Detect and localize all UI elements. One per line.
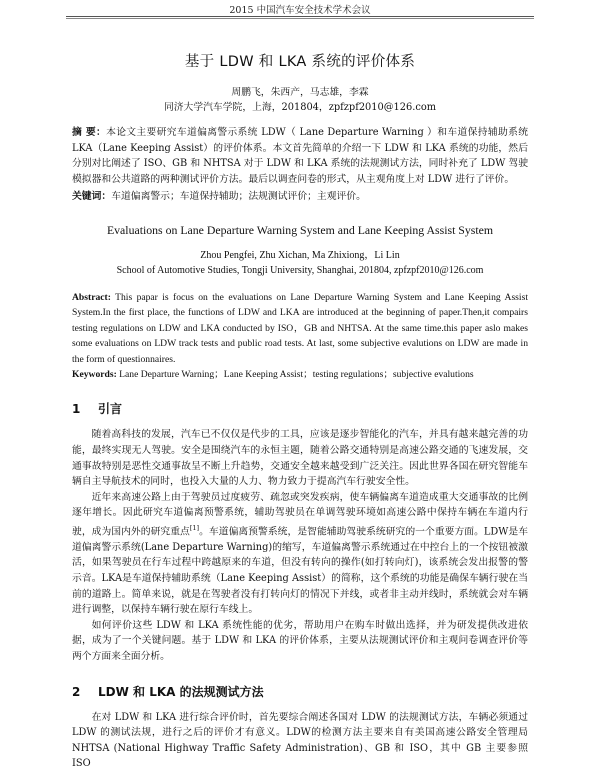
section-heading [72,400,528,417]
paragraph-text: 近年来高速公路上由于驾驶员过度疲劳、疏忽或突发疾病，使车辆偏离车道造成重大交通事故的比例逐年增长。因此研究车道偏离预警系统，辅助驾驶员在单调驾驶环境如高速公路中保持车辆在车道内行驶，成为国内外的研究重点 [72,491,528,538]
keywords-cn-label: 关键词： [72,191,112,203]
keywords-en-label: Keywords: [72,369,117,380]
abstract-en [72,290,528,367]
keywords-cn [72,189,528,205]
section-heading [72,683,528,700]
abstract-cn-text: 本论文主要研究车道偏离警示系统 LDW（ Lane Departure Warning ）和车道保持辅助系统 LKA（Lane Keeping Assist）的评价体系。本文首先简单的介绍一下 LDW 和 LKA 系统的功能，然后分别对比阐述了 ISO、GB 和 NHTSA 对于 LDW 和 LKA 系统的法规测试方法，同时补充了 LDW 驾驶模拟器和公共道路的两种测试评价方法。最后以调查问卷的形式，从主观角度上对 LDW 进行了评价。 [72,127,528,185]
affiliation-en: School of Automotive Studies, Tongji University, Shanghai, 201804, zpfzpf2010@126.com [116,264,484,276]
running-header: 2015 中国汽车安全技术学术会议 [229,5,371,16]
abstract-en-label: Abstract: [72,291,111,303]
paragraph [72,490,528,618]
abstract-en-text: This papar is focus on the evaluations on Lane Departure Warning System and Lane Keeping Assist System.In the first place, the functions of LDW and LKA are introduced at the beginning of paper.Then,it compairs testing regulations on LDW and LKA conducted by ISO，GB and NHTSA. At the same time.this paper aslo makes some evaluations on LDW track tests and public road tests. At last, some subjective evalutions on LDW are made in the form of questionnaires. [72,291,528,365]
section-title: LDW 和 LKA 的法规测试方法 [98,684,264,699]
paragraph: 在对 LDW 和 LKA 进行综合评价时，首先要综合阐述各国对 LDW 的法规测试方法，车辆必须通过 LDW 的测试法规，进行之后的评价才有意义。LDW的检测方法主要来自有美国高速公路安全管理局 NHTSA (National Highway Traffic Safety Administration)、GB 和 ISO，其中 GB 主要参照 ISO [72,711,528,770]
affiliation-cn: 同济大学汽车学院，上海，201804，zpfzpf2010@126.com [163,102,437,113]
authors-en: Zhou Pengfei, Zhu Xichan, Ma Zhixiong，Li Lin [200,249,400,261]
keywords-cn-text: 车道偏离警示；车道保持辅助；法规测试评价；主观评价。 [111,191,366,203]
paragraph-text-cont: 。车道偏离预警系统，是智能辅助驾驶系统研究的一个重要方面。LDW是车道偏离警示系统(Lane Departure Warning)的缩写，车道偏离警示系统通过在中控台上的一个按钮被激活，如果驾驶员在行车过程中跨越原来的车道，但没有转向的操作(如打转向灯)，该系统会发出报警的警示音。LKA是车道保持辅助系统（Lane Keeping Assist）的简称，这个系统的功能是确保车辆行驶在当前的道路上。简单来说，就是在驾驶者没有打转向灯的情况下并线，或者非主动并线时，系统就会对车辆进行调整，以保持车辆行驶在原行车线上。 [72,526,528,616]
section-number: 2 [72,684,81,699]
paragraph: 随着高科技的发展，汽车已不仅仅是代步的工具，应该是逐步智能化的汽车，并具有越来越完善的功能，最终实现无人驾驶。安全是围绕汽车的永恒主题，随着公路交通特别是高速公路交通的飞速发展，交通事故特别是恶性交通事故呈不断上升趋势，交通安全越来越受到广泛关注。因此世界各国在研究智能车辆自主导航技术的同时，也投入大量的人力、物力致力于提高汽车行驶安全性。 [72,429,528,488]
keywords-en [72,367,528,382]
header-rule [66,16,534,17]
authors-cn: 周鹏飞，朱西产，马志雄，李霖 [231,87,369,98]
paragraph: 如何评价这些 LDW 和 LKA 系统性能的优劣，帮助用户在购车时做出选择，并为研发提供改进依据，成为了一个关键问题。基于 LDW 和 LKA 的评价体系，主要从法规测试评价和主观问卷调查评价等两个方面来全面分析。 [72,619,528,662]
section-title: 引言 [98,402,123,417]
section-number: 1 [72,402,81,417]
abstract-cn [72,125,528,187]
paper-title-en: Evaluations on Lane Departure Warning System and Lane Keeping Assist System [106,222,494,237]
paper-title-cn: 基于 LDW 和 LKA 系统的评价体系 [184,54,416,70]
header-rule-thin [66,18,534,19]
citation-ref[interactable]: [1] [189,523,200,532]
keywords-en-text: Lane Departure Warning；Lane Keeping Assist；testing regulations；subjective evalutions [119,369,474,380]
abstract-cn-label: 摘 要： [72,127,107,138]
page-content [72,50,528,772]
